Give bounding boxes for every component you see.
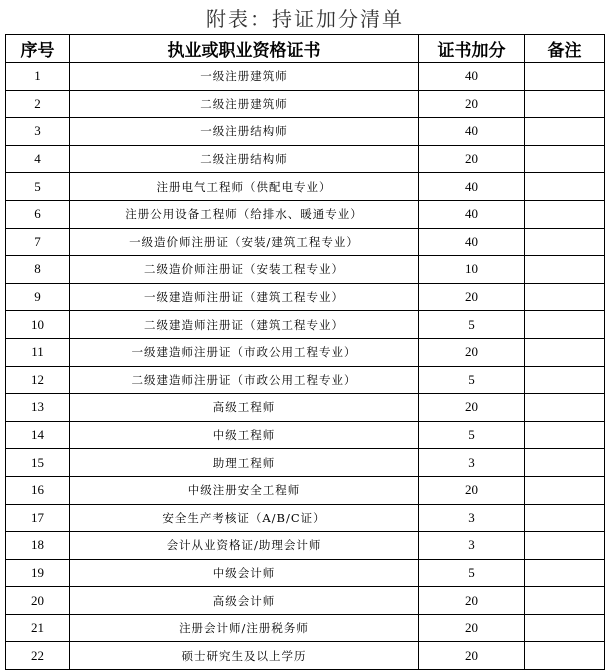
row-index-cell: 9 xyxy=(6,283,70,311)
row-points-cell: 20 xyxy=(419,338,525,366)
row-remarks-cell xyxy=(525,532,605,560)
row-remarks-cell xyxy=(525,587,605,615)
header-remarks: 备注 xyxy=(525,35,605,63)
table-row xyxy=(6,504,605,532)
row-points-cell: 40 xyxy=(419,173,525,201)
row-index-cell: 6 xyxy=(6,200,70,228)
row-points-cell: 10 xyxy=(419,256,525,284)
row-index-cell: 8 xyxy=(6,256,70,284)
row-index-cell: 1 xyxy=(6,63,70,91)
table-header-row xyxy=(6,35,605,63)
table-row xyxy=(6,394,605,422)
row-index-cell: 3 xyxy=(6,118,70,146)
row-remarks-cell xyxy=(525,228,605,256)
row-remarks-cell xyxy=(525,559,605,587)
row-certificate-cell: 注册公用设备工程师（给排水、暖通专业） xyxy=(70,200,419,228)
row-certificate-cell: 中级会计师 xyxy=(70,559,419,587)
row-index-cell: 12 xyxy=(6,366,70,394)
row-index-cell: 16 xyxy=(6,476,70,504)
row-points-cell: 20 xyxy=(419,614,525,642)
table-row xyxy=(6,587,605,615)
row-certificate-cell: 注册会计师/注册税务师 xyxy=(70,614,419,642)
row-certificate-cell: 二级造价师注册证（安装工程专业） xyxy=(70,256,419,284)
table-row xyxy=(6,145,605,173)
row-certificate-cell: 助理工程师 xyxy=(70,449,419,477)
row-index-cell: 19 xyxy=(6,559,70,587)
row-points-cell: 20 xyxy=(419,476,525,504)
row-remarks-cell xyxy=(525,256,605,284)
row-index-cell: 17 xyxy=(6,504,70,532)
row-certificate-cell: 一级造价师注册证（安装/建筑工程专业） xyxy=(70,228,419,256)
row-remarks-cell xyxy=(525,366,605,394)
row-index-cell: 2 xyxy=(6,90,70,118)
row-index-cell: 22 xyxy=(6,642,70,670)
row-remarks-cell xyxy=(525,394,605,422)
row-remarks-cell xyxy=(525,614,605,642)
row-certificate-cell: 一级注册结构师 xyxy=(70,118,419,146)
table-row xyxy=(6,366,605,394)
row-points-cell: 3 xyxy=(419,449,525,477)
table-row xyxy=(6,118,605,146)
table-body xyxy=(6,63,605,670)
table-row xyxy=(6,449,605,477)
row-points-cell: 40 xyxy=(419,228,525,256)
row-remarks-cell xyxy=(525,449,605,477)
row-points-cell: 5 xyxy=(419,559,525,587)
row-index-cell: 13 xyxy=(6,394,70,422)
header-points: 证书加分 xyxy=(419,35,525,63)
table-row xyxy=(6,173,605,201)
table-row xyxy=(6,228,605,256)
row-certificate-cell: 一级注册建筑师 xyxy=(70,63,419,91)
row-remarks-cell xyxy=(525,145,605,173)
row-points-cell: 5 xyxy=(419,311,525,339)
row-remarks-cell xyxy=(525,283,605,311)
row-remarks-cell xyxy=(525,504,605,532)
row-points-cell: 3 xyxy=(419,532,525,560)
row-index-cell: 14 xyxy=(6,421,70,449)
row-index-cell: 5 xyxy=(6,173,70,201)
table-row xyxy=(6,338,605,366)
row-remarks-cell xyxy=(525,642,605,670)
row-remarks-cell xyxy=(525,421,605,449)
row-remarks-cell xyxy=(525,338,605,366)
table-row xyxy=(6,283,605,311)
row-certificate-cell: 二级注册建筑师 xyxy=(70,90,419,118)
row-points-cell: 20 xyxy=(419,394,525,422)
row-remarks-cell xyxy=(525,118,605,146)
row-points-cell: 20 xyxy=(419,90,525,118)
row-certificate-cell: 高级会计师 xyxy=(70,587,419,615)
row-remarks-cell xyxy=(525,476,605,504)
row-certificate-cell: 安全生产考核证（A/B/C证） xyxy=(70,504,419,532)
row-certificate-cell: 中级注册安全工程师 xyxy=(70,476,419,504)
certificate-points-table xyxy=(5,34,605,670)
table-row xyxy=(6,63,605,91)
row-index-cell: 10 xyxy=(6,311,70,339)
row-points-cell: 20 xyxy=(419,283,525,311)
row-index-cell: 18 xyxy=(6,532,70,560)
row-points-cell: 40 xyxy=(419,63,525,91)
row-points-cell: 20 xyxy=(419,145,525,173)
row-certificate-cell: 硕士研究生及以上学历 xyxy=(70,642,419,670)
row-index-cell: 15 xyxy=(6,449,70,477)
row-points-cell: 3 xyxy=(419,504,525,532)
row-index-cell: 21 xyxy=(6,614,70,642)
row-remarks-cell xyxy=(525,63,605,91)
table-row xyxy=(6,614,605,642)
table-row xyxy=(6,476,605,504)
row-points-cell: 40 xyxy=(419,118,525,146)
row-points-cell: 5 xyxy=(419,366,525,394)
header-certificate: 执业或职业资格证书 xyxy=(70,35,419,63)
table-row xyxy=(6,642,605,670)
row-certificate-cell: 一级建造师注册证（市政公用工程专业） xyxy=(70,338,419,366)
row-certificate-cell: 会计从业资格证/助理会计师 xyxy=(70,532,419,560)
row-certificate-cell: 二级建造师注册证（建筑工程专业） xyxy=(70,311,419,339)
table-row xyxy=(6,532,605,560)
row-certificate-cell: 二级建造师注册证（市政公用工程专业） xyxy=(70,366,419,394)
table-row xyxy=(6,200,605,228)
row-certificate-cell: 一级建造师注册证（建筑工程专业） xyxy=(70,283,419,311)
row-points-cell: 40 xyxy=(419,200,525,228)
row-certificate-cell: 中级工程师 xyxy=(70,421,419,449)
row-index-cell: 11 xyxy=(6,338,70,366)
row-index-cell: 20 xyxy=(6,587,70,615)
row-remarks-cell xyxy=(525,200,605,228)
row-remarks-cell xyxy=(525,90,605,118)
table-row xyxy=(6,559,605,587)
page-title: 附表：持证加分清单 xyxy=(206,7,404,31)
row-index-cell: 7 xyxy=(6,228,70,256)
row-certificate-cell: 注册电气工程师（供配电专业） xyxy=(70,173,419,201)
row-certificate-cell: 二级注册结构师 xyxy=(70,145,419,173)
row-certificate-cell: 高级工程师 xyxy=(70,394,419,422)
row-points-cell: 20 xyxy=(419,587,525,615)
table-row xyxy=(6,90,605,118)
row-points-cell: 5 xyxy=(419,421,525,449)
row-remarks-cell xyxy=(525,311,605,339)
table-row xyxy=(6,421,605,449)
row-points-cell: 20 xyxy=(419,642,525,670)
row-remarks-cell xyxy=(525,173,605,201)
row-index-cell: 4 xyxy=(6,145,70,173)
header-index: 序号 xyxy=(6,35,70,63)
table-row xyxy=(6,311,605,339)
table-row xyxy=(6,256,605,284)
